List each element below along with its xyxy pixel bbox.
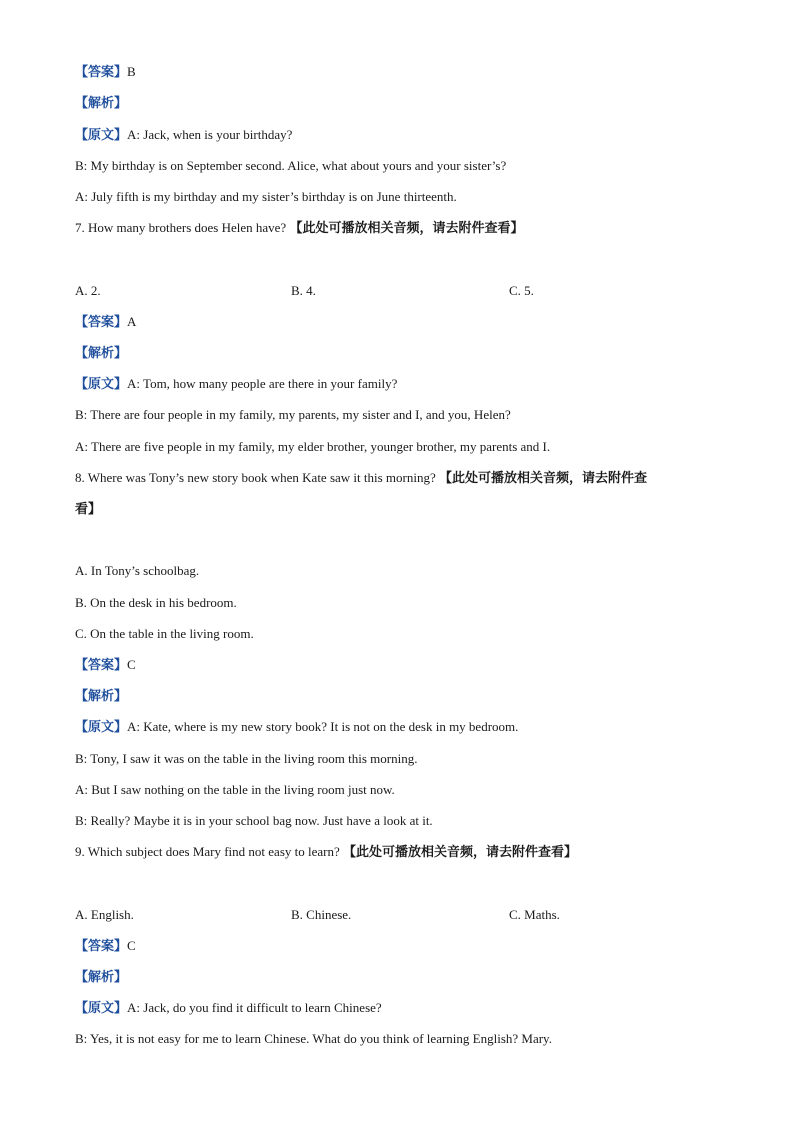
q6-original-3: A: July fifth is my birthday and my sister’s birthday is on June thirteenth. xyxy=(75,189,457,204)
q8-original-4: B: Really? Maybe it is in your school bag now. Just have a look at it. xyxy=(75,813,433,828)
q8-analysis xyxy=(75,687,127,706)
q8-option-b: B. On the desk in his bedroom. xyxy=(75,595,237,610)
q7-original-1 xyxy=(75,375,397,394)
q7-original-3: A: There are five people in my family, my elder brother, younger brother, my parents and I. xyxy=(75,439,551,454)
q9-option-a: A. English. xyxy=(75,907,134,922)
audio-note: 【此处可播放相关音频，请去附件查看】 xyxy=(343,845,578,860)
dialogue-line: A: Kate, where is my new story book? It is not on the desk in my bedroom. xyxy=(127,719,519,734)
audio-note: 【此处可播放相关音频，请去附件查 xyxy=(439,471,648,486)
q7-answer-value: A xyxy=(127,314,137,329)
q6-answer xyxy=(75,63,136,82)
q8-option-a: A. In Tony’s schoolbag. xyxy=(75,563,200,578)
q6-original-1 xyxy=(75,126,292,145)
original-label: 【原文】 xyxy=(75,377,128,392)
q7-question xyxy=(75,219,523,238)
q6-original-2: B: My birthday is on September second. Alice, what about yours and your sister’s? xyxy=(75,158,507,173)
q7-option-a: A. 2. xyxy=(75,283,101,298)
q8-question-wrap xyxy=(75,500,101,519)
q9-answer xyxy=(75,937,136,956)
audio-note-continued: 看】 xyxy=(75,502,102,517)
q9-analysis xyxy=(75,968,127,987)
dialogue-line: A: Jack, when is your birthday? xyxy=(127,127,293,142)
dialogue-line: A: Tom, how many people are there in your family? xyxy=(127,376,398,391)
q8-answer-value: C xyxy=(127,657,136,672)
answer-label: 【答案】 xyxy=(75,315,128,330)
original-label: 【原文】 xyxy=(75,1001,128,1016)
q8-original-3: A: But I saw nothing on the table in the living room just now. xyxy=(75,782,395,797)
analysis-label: 【解析】 xyxy=(75,346,128,361)
analysis-label: 【解析】 xyxy=(75,970,128,985)
q8-option-c: C. On the table in the living room. xyxy=(75,626,254,641)
original-label: 【原文】 xyxy=(75,128,128,143)
q8-question-text: 8. Where was Tony’s new story book when Kate saw it this morning? xyxy=(75,470,436,485)
original-label: 【原文】 xyxy=(75,720,128,735)
q6-answer-value: B xyxy=(127,64,136,79)
q7-question-text: 7. How many brothers does Helen have? xyxy=(75,220,287,235)
q7-answer xyxy=(75,313,136,332)
analysis-label: 【解析】 xyxy=(75,96,128,111)
q9-answer-value: C xyxy=(127,938,136,953)
analysis-label: 【解析】 xyxy=(75,689,128,704)
answer-label: 【答案】 xyxy=(75,939,128,954)
q9-option-b: B. Chinese. xyxy=(291,907,352,922)
q9-original-2: B: Yes, it is not easy for me to learn Chinese. What do you think of learning English? Mary. xyxy=(75,1031,552,1046)
q9-question xyxy=(75,843,577,862)
answer-label: 【答案】 xyxy=(75,65,128,80)
q8-original-1 xyxy=(75,718,518,737)
q8-original-2: B: Tony, I saw it was on the table in the living room this morning. xyxy=(75,751,418,766)
q6-analysis xyxy=(75,94,127,113)
answer-label: 【答案】 xyxy=(75,658,128,673)
q8-answer xyxy=(75,656,136,675)
q9-original-1 xyxy=(75,999,382,1018)
audio-note: 【此处可播放相关音频，请去附件查看】 xyxy=(289,221,524,236)
q7-option-c: C. 5. xyxy=(509,283,534,298)
q7-original-2: B: There are four people in my family, my parents, my sister and I, and you, Helen? xyxy=(75,407,511,422)
q7-option-b: B. 4. xyxy=(291,283,316,298)
dialogue-line: A: Jack, do you find it difficult to learn Chinese? xyxy=(127,1000,382,1015)
q9-option-c: C. Maths. xyxy=(509,907,560,922)
q7-analysis xyxy=(75,344,127,363)
q8-question xyxy=(75,469,647,488)
q9-question-text: 9. Which subject does Mary find not easy to learn? xyxy=(75,844,340,859)
